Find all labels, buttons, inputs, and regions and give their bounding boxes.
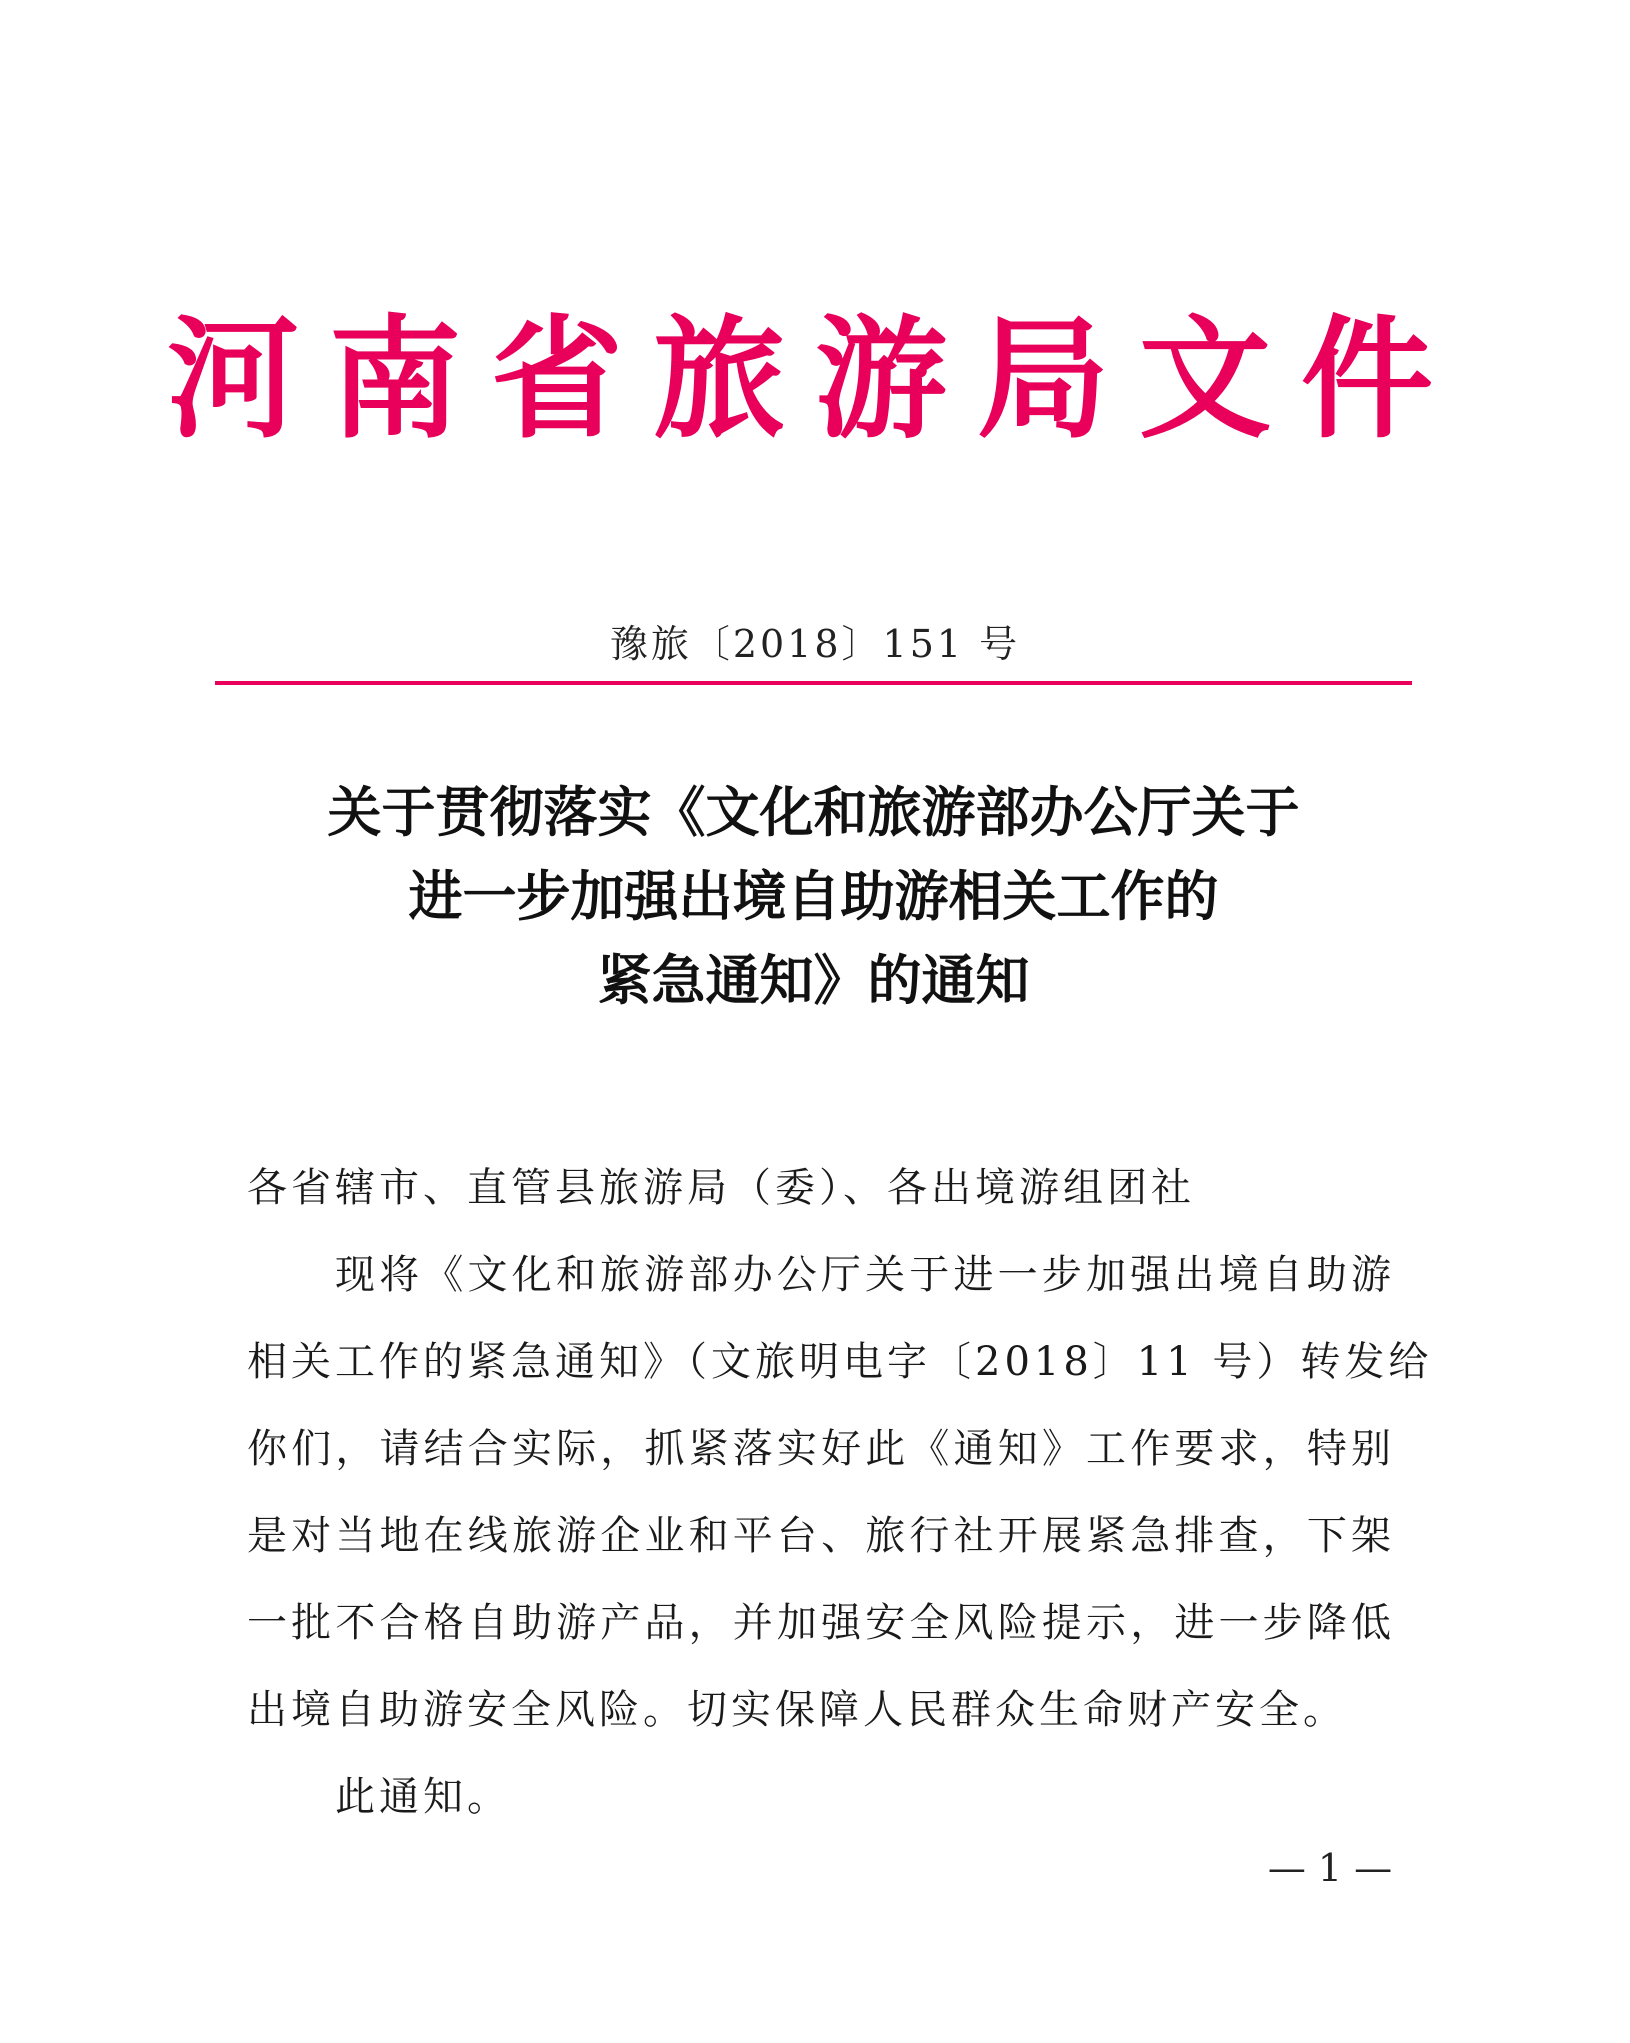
paragraph-line-2: 相关工作的紧急通知》（文旅明电字〔2018〕11 号）转发给: [247, 1339, 1433, 1385]
notice-body: [247, 1145, 1433, 1841]
paragraph-line-4: 是对当地在线旅游企业和平台、旅行社开展紧急排查，下架: [247, 1513, 1395, 1559]
notice-title: [215, 770, 1412, 1022]
addressee-line: 各省辖市、直管县旅游局（委）、各出境游组团社: [247, 1165, 1195, 1211]
paragraph-line-5: 一批不合格自助游产品，并加强安全风险提示，进一步降低: [247, 1600, 1395, 1646]
masthead-title: 河南省旅游局文件: [167, 302, 1463, 457]
closing-line: 此通知。: [335, 1774, 511, 1820]
paragraph-line-1: 现将《文化和旅游部办公厅关于进一步加强出境自助游: [335, 1252, 1395, 1298]
red-divider-rule: [215, 681, 1412, 685]
page-number: — 1 —: [1267, 1846, 1393, 1890]
document-number: 豫旅〔2018〕151 号: [609, 622, 1021, 666]
title-line-3: 紧急通知》的通知: [597, 948, 1030, 1012]
title-line-2: 进一步加强出境自助游相关工作的: [408, 864, 1219, 928]
title-line-1: 关于贯彻落实《文化和旅游部办公厅关于: [327, 780, 1300, 844]
paragraph-line-6: 出境自助游安全风险。切实保障人民群众生命财产安全。: [247, 1687, 1347, 1733]
paragraph-line-3: 你们，请结合实际，抓紧落实好此《通知》工作要求，特别: [247, 1426, 1395, 1472]
